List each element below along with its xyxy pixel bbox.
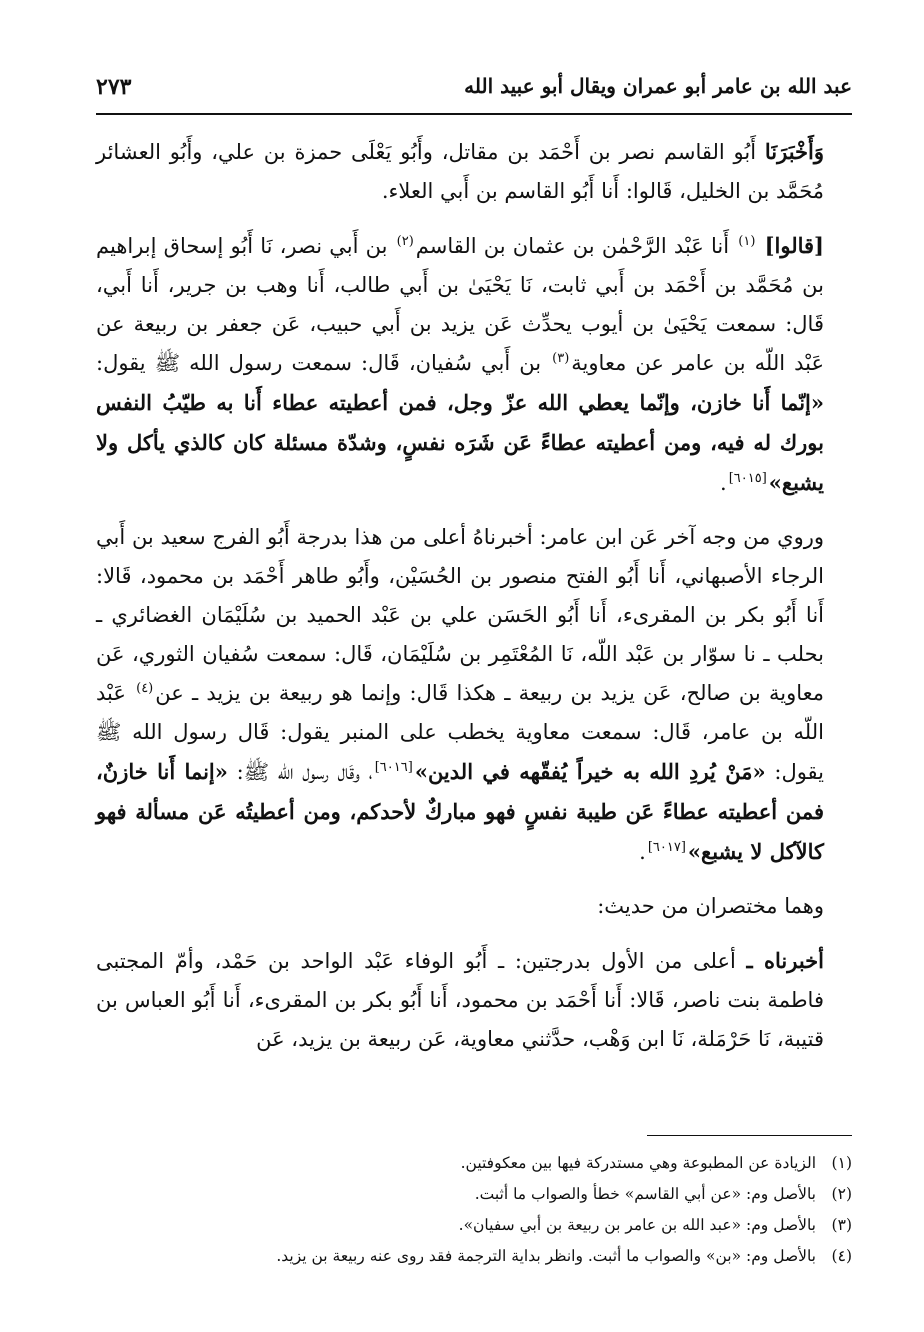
paragraph-end: .	[639, 840, 646, 864]
paragraph-2	[96, 226, 852, 503]
footnote-item	[96, 1241, 852, 1272]
footnote-marker[interactable]: (٢)	[396, 234, 414, 249]
footnote-item	[96, 1210, 852, 1241]
paragraph-text: أَنا عَبْد الرَّحْمٰن بن عثمان بن القاسم	[415, 234, 737, 258]
hadith-text: «إنّما أَنا خازن، وإنّما يعطي الله عزّ وجل، فمن أعطيته عطاء أَنا به طيّبُ النفس بورك له فيه، ومن أعطيته عطاءً عَن شَرَه نفسٍ، وشدّة مسئلة كان كالذي يأكل ولا يشبع»	[96, 390, 824, 495]
paragraph-text: وهما مختصران من حديث:	[597, 894, 824, 918]
running-title: عبد الله بن عامر أبو عمران ويقال أبو عبيد الله	[464, 74, 852, 98]
footnote-rule	[647, 1135, 852, 1136]
footnotes	[96, 1148, 852, 1272]
hadith-reference: [٦٠١٧]	[647, 840, 686, 855]
paragraph-text: بن أَبي نصر، نَا أَبُو إسحاق إبراهيم بن مُحَمَّد بن أَحْمَد بن أَبي ثابت، نَا يَحْيَىٰ بن أَبي طالب، أَنا وهب بن جرير، أَنا أَبي، قَال: سمعت يَحْيَىٰ بن أيوب يحدِّث عَن يزيد بن أَبي حبيب، عَن جعفر بن ربيعة عن عَبْد اللّه بن عامر عن معاوية	[96, 234, 824, 375]
paragraph-text: ، وقَال رسول الله ﷺ:	[227, 760, 373, 784]
page-number: ٢٧٣	[96, 74, 132, 100]
main-text	[96, 132, 852, 1074]
footnote-marker[interactable]: (٤)	[136, 681, 154, 696]
paragraph-text: أعلى من الأول بدرجتين: ـ أَبُو الوفاء عَبْد الواحد بن حَمْد، وأمّ المجتبى فاطمة بنت ناصر، قَالا: أَنا أَحْمَد بن محمود، أَنا أَبُو بكر بن المقرىء، أَنا أَبُو العباس بن قتيبة، نَا حَرْمَلة، نَا ابن وَهْب، حدَّثني معاوية، عَن ربيعة بن يزيد، عَن	[96, 949, 824, 1051]
paragraph-4	[96, 887, 852, 926]
paragraph-end: .	[720, 471, 727, 495]
footnote-marker[interactable]: (١)	[738, 234, 756, 249]
footnote-text: بالأصل وم: «عبد الله بن عامر بن ربيعة بن أبي سفيان».	[458, 1216, 816, 1234]
paragraph-lead: وَأَخْبَرَنَا	[764, 139, 824, 164]
paragraph-text: أَبُو القاسم نصر بن أَحْمَد بن مقاتل، وأَبُو يَعْلَى حمزة بن علي، وأَبُو العشائر مُحَمَّد بن الخليل، قَالوا: أَنا أَبُو القاسم بن أَبي العلاء.	[96, 140, 824, 203]
hadith-text: «إنما أَنا خازنٌ، فمن أعطيته عطاءً عَن طيبة نفسٍ فهو مباركٌ لأحدكم، ومن أعطيتُه عَن مسألة فهو كالآكل لا يشبع»	[96, 759, 824, 864]
footnote-item	[96, 1148, 852, 1179]
hadith-reference: [٦٠١٥]	[728, 471, 767, 486]
hadith-reference: [٦٠١٦]	[374, 760, 413, 775]
header-rule	[96, 113, 852, 115]
hadith-text: «مَنْ يُردِ الله به خيراً يُفقّهه في الدين»	[414, 759, 766, 784]
footnote-number: (٢)	[831, 1185, 852, 1203]
footnote-number: (٤)	[831, 1247, 852, 1265]
footnote-item	[96, 1179, 852, 1210]
footnote-number: (١)	[831, 1154, 852, 1172]
footnote-marker[interactable]: (٣)	[552, 351, 570, 366]
footnote-number: (٣)	[831, 1216, 852, 1234]
paragraph-3	[96, 518, 852, 872]
paragraph-text: بن أَبي سُفيان، قَال: سمعت رسول الله ﷺ يقول:	[96, 351, 551, 375]
paragraph-lead: أخبرناه ـ	[746, 948, 824, 973]
paragraph-lead: [قالوا]	[764, 233, 824, 258]
paragraph-5	[96, 941, 852, 1059]
paragraph-text: عَبْد اللّه بن عامر، قَال: سمعت معاوية يخطب على المنبر يقول: قَال رسول الله ﷺ يقول:	[96, 681, 825, 784]
footnote-text: بالأصل وم: «بن» والصواب ما أثبت. وانظر بداية الترجمة فقد روى عنه ربيعة بن يزيد.	[276, 1247, 816, 1265]
paragraph-text: وروي من وجه آخر عَن ابن عامر: أخبرناهُ أعلى من هذا بدرجة أَبُو الفرج سعيد بن أَبي الرجاء الأصبهاني، أَنا أَبُو الفتح منصور بن الحُسَيْن، وأَبُو طاهر أَحْمَد بن محمود، قَالا: أَنا أَبُو بكر بن المقرىء، أَنا أَبُو الحَسَن علي بن عَبْد الحميد بن سُلَيْمَان الغضائري ـ بحلب ـ نا سوّار بن عَبْد اللّه، نَا المُعْتَمِر بن سُلَيْمَان، قَال: سمعت سُفيان الثوري، عَن معاوية بن صالح، عَن يزيد بن ربيعة ـ هكذا قَال: وإنما هو ربيعة بن يزيد ـ عن	[96, 525, 825, 705]
paragraph-1	[96, 132, 852, 211]
footnote-text: بالأصل وم: «عن أبي القاسم» خطأ والصواب ما أثبت.	[474, 1185, 816, 1203]
footnote-text: الزيادة عن المطبوعة وهي مستدركة فيها بين معكوفتين.	[460, 1154, 816, 1172]
page-header	[96, 74, 852, 114]
